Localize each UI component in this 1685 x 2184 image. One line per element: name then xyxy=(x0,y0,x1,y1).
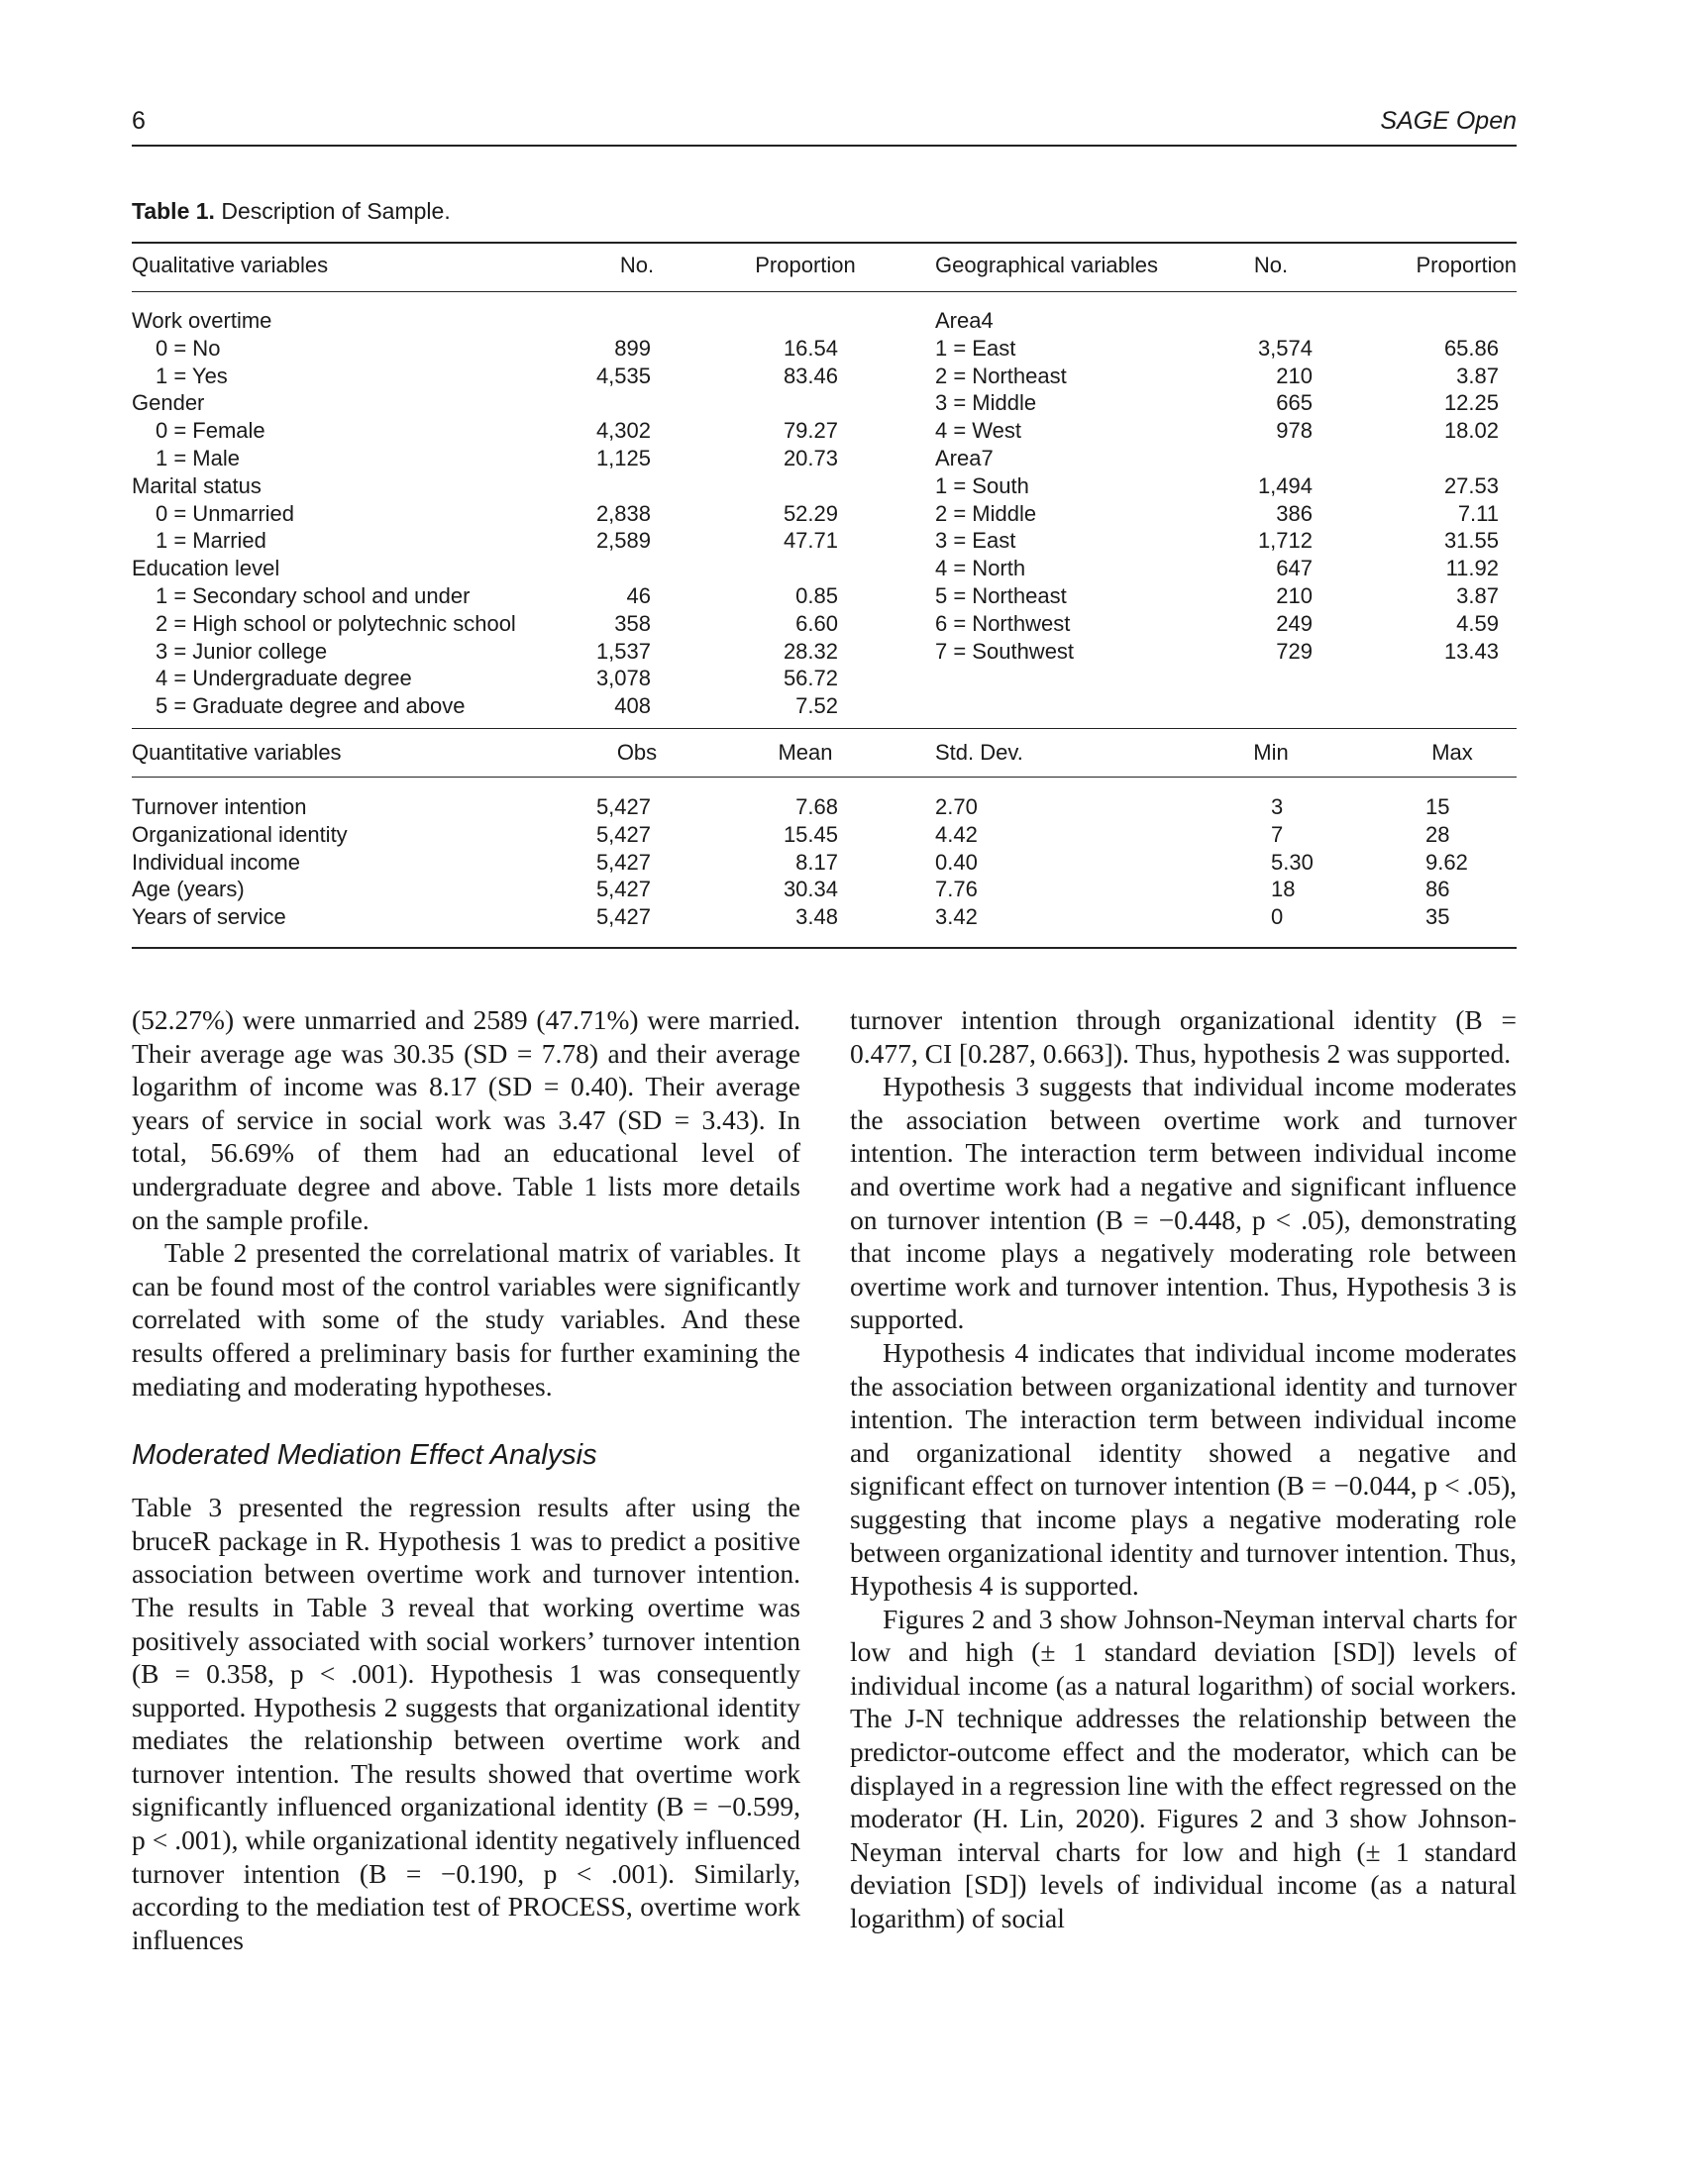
table-cell-count: 3,574 xyxy=(1257,335,1313,361)
body-column-right xyxy=(850,1003,1517,1935)
page-number: 6 xyxy=(132,107,146,135)
table-cell-sd: 2.70 xyxy=(935,794,978,819)
table-row-label: Age (years) xyxy=(132,877,245,902)
table-cell-count: 386 xyxy=(1276,500,1313,526)
table-row-label: 1 = East xyxy=(935,335,1016,361)
quant-top-rule xyxy=(132,728,1517,729)
table-cell-count: 665 xyxy=(1276,390,1313,416)
table-cell-proportion: 12.25 xyxy=(1443,390,1499,416)
body-paragraph: Hypothesis 3 suggests that individual income moderates the association between overtime work and turnover intention. The interaction term between individual income and overtime work had a negative and significant influence on turnover intention (B = −0.448, p < .05), demonstrating that income plays a negatively moderating role between overtime work and turnover intention. Thus, Hypothesis 3 is supported. xyxy=(850,1071,1517,1335)
table-cell-count: 2,589 xyxy=(595,528,651,554)
table-cell-proportion: 6.60 xyxy=(795,610,838,636)
table-group-label: Work overtime xyxy=(132,308,272,333)
table-group-label: Marital status xyxy=(132,472,262,498)
table-cell-max: 35 xyxy=(1425,904,1450,930)
table-cell-obs: 5,427 xyxy=(595,794,651,819)
table-row-label: 1 = Married xyxy=(156,528,266,554)
table-cell-count: 3,078 xyxy=(595,666,651,691)
table-cell-count: 1,712 xyxy=(1257,528,1313,554)
table-column-header: Obs xyxy=(616,740,658,765)
table-cell-max: 15 xyxy=(1425,794,1450,819)
table-cell-proportion: 13.43 xyxy=(1443,638,1499,664)
table-row-label: 6 = Northwest xyxy=(935,610,1071,636)
table-row-label: 3 = Middle xyxy=(935,390,1037,416)
table-row-label: 0 = Unmarried xyxy=(156,500,295,526)
body-column-left xyxy=(132,1003,800,1956)
table-cell-proportion: 3.87 xyxy=(1456,363,1499,388)
table-row-label: 3 = East xyxy=(935,528,1016,554)
table-cell-count: 408 xyxy=(614,693,651,719)
table-column-header: Qualitative variables xyxy=(132,253,329,277)
table-cell-count: 2,838 xyxy=(595,500,651,526)
table-cell-count: 358 xyxy=(614,610,651,636)
table-cell-min: 0 xyxy=(1271,904,1284,930)
table-row-label: 0 = Female xyxy=(156,418,265,444)
table-cell-min: 7 xyxy=(1271,821,1284,847)
table-row-label: 2 = Middle xyxy=(935,500,1037,526)
table-column-header: Proportion xyxy=(1416,253,1517,277)
table-cell-count: 210 xyxy=(1276,363,1313,388)
table-column-header: Proportion xyxy=(755,253,856,277)
body-paragraph: turnover intention through organizational identity (B = 0.477, CI [0.287, 0.663]). Thus, hypothesis 2 was supported. xyxy=(850,1004,1517,1069)
table-cell-proportion: 3.87 xyxy=(1456,583,1499,608)
table-column-header: No. xyxy=(1253,253,1289,277)
table-cell-count: 4,302 xyxy=(595,418,651,444)
table-cell-obs: 5,427 xyxy=(595,877,651,902)
table-row-label: 5 = Graduate degree and above xyxy=(156,693,466,719)
table-cell-mean: 7.68 xyxy=(795,794,838,819)
table-cell-proportion: 18.02 xyxy=(1443,418,1499,444)
qual-header-rule xyxy=(132,291,1517,292)
table-row-label: 1 = Yes xyxy=(156,363,228,388)
table-cell-proportion: 4.59 xyxy=(1456,610,1499,636)
running-header xyxy=(132,103,1517,147)
table-row-label: 1 = Secondary school and under xyxy=(156,583,471,608)
table-row-label: Years of service xyxy=(132,904,286,930)
body-paragraph: Table 2 presented the correlational matrix of variables. It can be found most of the control variables were significantly correlated with some of the study variables. And these results offered a preliminary basis for further examining the mediating and moderating hypotheses. xyxy=(132,1237,800,1402)
table-cell-count: 210 xyxy=(1276,583,1313,608)
table-cell-proportion: 27.53 xyxy=(1443,472,1499,498)
table-cell-sd: 0.40 xyxy=(935,849,978,875)
table-column-header: No. xyxy=(619,253,655,277)
journal-name: SAGE Open xyxy=(1380,107,1517,135)
table-row-label: 2 = Northeast xyxy=(935,363,1067,388)
table-row-label: 0 = No xyxy=(156,335,221,361)
table-cell-mean: 30.34 xyxy=(783,877,838,902)
table-cell-proportion: 28.32 xyxy=(783,638,838,664)
table-row-label: 4 = Undergraduate degree xyxy=(156,666,412,691)
table-row-label: 1 = South xyxy=(935,472,1029,498)
table-row-label: 4 = West xyxy=(935,418,1022,444)
table-row-label: 4 = North xyxy=(935,556,1026,581)
table-cell-max: 86 xyxy=(1425,877,1450,902)
table-column-header: Quantitative variables xyxy=(132,740,342,765)
table-cell-proportion: 52.29 xyxy=(783,500,838,526)
table-cell-proportion: 16.54 xyxy=(783,335,838,361)
table-cell-max: 28 xyxy=(1425,821,1450,847)
table-cell-min: 3 xyxy=(1271,794,1284,819)
table-cell-proportion: 7.11 xyxy=(1457,500,1499,526)
table-caption-label: Table 1. xyxy=(132,198,215,224)
table-row-label: Individual income xyxy=(132,849,300,875)
table-cell-obs: 5,427 xyxy=(595,849,651,875)
sample-description-table xyxy=(132,242,1517,949)
table-caption xyxy=(132,198,451,225)
table-cell-max: 9.62 xyxy=(1425,849,1468,875)
table-cell-min: 18 xyxy=(1271,877,1296,902)
table-caption-text: Description of Sample. xyxy=(221,198,451,224)
table-cell-sd: 4.42 xyxy=(935,821,978,847)
table-cell-mean: 3.48 xyxy=(795,904,838,930)
table-cell-proportion: 11.92 xyxy=(1445,556,1499,581)
table-group-label: Education level xyxy=(132,556,280,581)
table-cell-mean: 8.17 xyxy=(795,849,838,875)
table-cell-mean: 15.45 xyxy=(783,821,838,847)
body-paragraph: Figures 2 and 3 show Johnson-Neyman interval charts for low and high (± 1 standard deviation [SD]) levels of individual income (as a natural logarithm) of social workers. The J-N technique addresses the relationship between the predictor-outcome effect and the moderator, which can be displayed in a regression line with the effect regressed on the moderator (H. Lin, 2020). Figures 2 and 3 show Johnson-Neyman interval charts for low and high (± 1 standard deviation [SD]) levels of individual income (as a natural logarithm) of social xyxy=(850,1603,1517,1934)
table-cell-proportion: 20.73 xyxy=(783,446,838,470)
table-row-label: 3 = Junior college xyxy=(156,638,328,664)
table-cell-obs: 5,427 xyxy=(595,821,651,847)
table-column-header: Mean xyxy=(778,740,833,765)
body-paragraph: (52.27%) were unmarried and 2589 (47.71%) were married. Their average age was 30.35 (SD = 7.78) and their average logarithm of income was 8.17 (SD = 0.40). Their average years of service in social work was 3.47 (SD = 3.43). In total, 56.69% of them had an educational level of undergraduate degree and above. Table 1 lists more details on the sample profile. xyxy=(132,1004,800,1235)
table-cell-count: 46 xyxy=(626,583,651,608)
table-cell-obs: 5,427 xyxy=(595,904,651,930)
table-bottom-rule xyxy=(132,947,1517,949)
table-cell-count: 899 xyxy=(614,335,651,361)
body-paragraph: Hypothesis 4 indicates that individual income moderates the association between organizational identity and turnover intention. The interaction term between individual income and organizational identity showed a negative and significant effect on turnover intention (B = −0.044, p < .05), suggesting that income plays a negative moderating role between organizational identity and turnover intention. Thus, Hypothesis 4 is supported. xyxy=(850,1336,1517,1602)
quant-header-rule xyxy=(132,777,1517,778)
table-top-rule xyxy=(132,242,1517,244)
table-row-label: Organizational identity xyxy=(132,821,348,847)
table-cell-count: 1,125 xyxy=(595,446,651,470)
table-cell-proportion: 47.71 xyxy=(783,528,838,554)
table-cell-sd: 3.42 xyxy=(935,904,978,930)
table-cell-count: 1,537 xyxy=(595,638,651,664)
table-row-label: 2 = High school or polytechnic school xyxy=(156,610,516,636)
table-column-header: Geographical variables xyxy=(935,253,1159,277)
table-cell-count: 1,494 xyxy=(1257,472,1313,498)
table-group-label: Gender xyxy=(132,390,205,416)
table-column-header: Std. Dev. xyxy=(935,740,1023,765)
table-cell-proportion: 7.52 xyxy=(795,693,838,719)
body-paragraph: Table 3 presented the regression results after using the bruceR package in R. Hypothesis 1 was to predict a positive association between overtime work and turnover intention. The results in Table 3 reveal that working overtime was positively associated with social workers’ turnover intention (B = 0.358, p < .001). Hypothesis 1 was consequently supported. Hypothesis 2 suggests that organizational identity mediates the relationship between overtime work and turnover intention. The results showed that overtime work significantly influenced organizational identity (B = −0.599, p < .001), while organizational identity negatively influenced turnover intention (B = −0.190, p < .001). Similarly, according to the mediation test of PROCESS, overtime work influences xyxy=(132,1492,800,1955)
table-group-label: Area7 xyxy=(935,446,994,470)
table-cell-count: 647 xyxy=(1276,556,1313,581)
table-cell-proportion: 31.55 xyxy=(1443,528,1499,554)
table-row-label: 7 = Southwest xyxy=(935,638,1075,664)
table-cell-count: 978 xyxy=(1276,418,1313,444)
table-cell-proportion: 79.27 xyxy=(783,418,838,444)
table-row-label: 5 = Northeast xyxy=(935,583,1067,608)
table-cell-count: 729 xyxy=(1276,638,1313,664)
table-cell-proportion: 83.46 xyxy=(783,363,838,388)
table-cell-proportion: 0.85 xyxy=(795,583,838,608)
table-row-label: Turnover intention xyxy=(132,794,307,819)
table-cell-proportion: 65.86 xyxy=(1443,335,1499,361)
table-column-header: Min xyxy=(1253,740,1289,765)
table-cell-count: 4,535 xyxy=(595,363,651,388)
table-group-label: Area4 xyxy=(935,308,994,333)
table-row-label: 1 = Male xyxy=(156,446,240,470)
table-cell-min: 5.30 xyxy=(1271,849,1314,875)
table-cell-sd: 7.76 xyxy=(935,877,978,902)
table-cell-count: 249 xyxy=(1276,610,1313,636)
section-heading: Moderated Mediation Effect Analysis xyxy=(132,1439,597,1472)
table-cell-proportion: 56.72 xyxy=(783,666,838,691)
table-column-header: Max xyxy=(1431,740,1473,765)
